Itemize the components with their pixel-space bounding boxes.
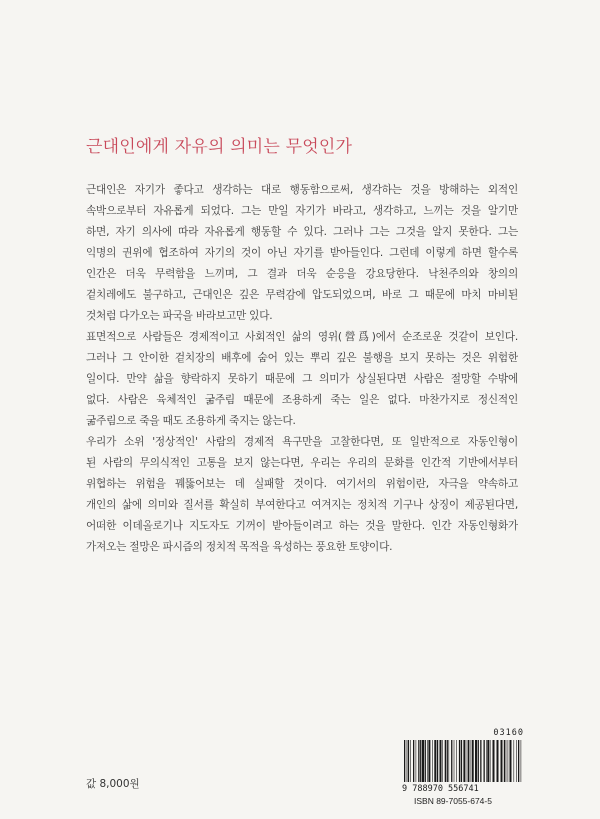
text-line: 표면적으로 사람들은 경제적이고 사회적인 삶의 영위(營爲)에서 순조로운 것같이 보인다.: [86, 331, 518, 343]
barcode-area: [402, 728, 524, 810]
barcode-bar: [416, 740, 417, 782]
paragraph-3: [86, 432, 518, 558]
barcode-bar: [427, 740, 428, 782]
barcode-bar: [478, 740, 479, 782]
paragraph-1: [86, 180, 518, 327]
barcode-bar: [425, 740, 426, 782]
barcode-bar: [467, 740, 468, 782]
barcode-bar: [463, 740, 465, 782]
barcode-number: 9 788970 556741: [402, 784, 479, 794]
text-line: 속박으로부터 자유롭게 되었다. 그는 만일 자기가 바라고, 생각하고, 느끼는 것을 알기만: [86, 205, 518, 217]
barcode-bar: [521, 740, 522, 782]
body-text: [86, 180, 518, 558]
barcode-bar: [454, 740, 455, 782]
text-line: 가져오는 절망은 파시즘의 정치적 목적을 육성하는 풍요한 토양이다.: [86, 541, 393, 553]
barcode-bar: [418, 740, 419, 782]
barcode-bar: [407, 740, 408, 782]
barcode-bar: [404, 740, 405, 782]
text-line: 하면, 자기 의사에 따라 자유롭게 행동할 수 있다. 그러나 그는 그것을 알지 못한다. 그는: [86, 226, 518, 238]
text-line: 것처럼 다가오는 파국을 바라보고만 있다.: [86, 310, 273, 322]
barcode-bar: [518, 740, 519, 782]
text-line: 굶주림으로 죽을 때도 조용하게 죽지는 않는다.: [86, 415, 296, 427]
text-line: 우리가 소위 '정상적인' 사람의 경제적 욕구만을 고찰한다면, 또 일반적으로 자동인형이: [86, 436, 518, 448]
barcode-addon-number: 03160: [493, 728, 524, 738]
barcode-bar: [451, 740, 452, 782]
barcode-bar: [506, 740, 507, 782]
barcode-bar: [422, 740, 424, 782]
barcode-bar: [470, 740, 471, 782]
barcode-bar: [408, 740, 409, 782]
text-line: 위협하는 위험을 꿰뚫어보는 데 실패할 것이다. 여기서의 위험이란, 자극을 약속하고: [86, 478, 518, 490]
barcode-bar: [440, 740, 442, 782]
barcode-bar: [514, 740, 515, 782]
text-line: 근대인은 자기가 좋다고 생각하는 대로 행동함으로써, 생각하는 것을 방해하는 외적인: [86, 184, 518, 196]
barcode-bar: [445, 740, 446, 782]
barcode-bar: [428, 740, 430, 782]
paragraph-2: [86, 327, 518, 432]
text-line: 익명의 권위에 협조하여 자기의 것이 아닌 자기를 받아들인다. 그런데 이렇게 하면 할수록: [86, 247, 518, 259]
cover-heading: 근대인에게 자유의 의미는 무엇인가: [86, 137, 353, 157]
text-line: 겉치레에도 불구하고, 근대인은 깊은 무력감에 압도되었으며, 바로 그 때문에 마치 마비된: [86, 289, 518, 301]
price-label: 값 8,000원: [86, 778, 140, 790]
text-line: 없다. 사람은 육체적인 굶주림 때문에 조용하게 죽는 일은 없다. 마찬가지로 정신적인: [86, 394, 518, 406]
barcode-bar: [497, 740, 499, 782]
barcode-bar: [459, 740, 460, 782]
barcode-bar: [501, 740, 503, 782]
text-line: 개인의 삶에 의미와 질서를 확실히 부여한다고 여겨지는 정치적 기구나 상징이 제공된다면,: [86, 499, 518, 511]
barcode-bar: [493, 740, 495, 782]
barcode-bar: [442, 740, 443, 782]
barcode-bar: [449, 740, 450, 782]
barcode-bar: [434, 740, 436, 782]
barcode-bar: [490, 740, 491, 782]
barcode-bar: [447, 740, 448, 782]
barcode-bar: [487, 740, 489, 782]
barcode-bar: [410, 740, 411, 782]
barcode-bar: [516, 740, 517, 782]
barcode-bar: [480, 740, 481, 782]
barcode-bar: [508, 740, 509, 782]
barcode-bar: [504, 740, 505, 782]
isbn-label: ISBN 89-7055-674-5: [414, 796, 492, 806]
barcode-bar: [484, 740, 485, 782]
barcode-bar: [420, 740, 421, 782]
text-line: 인간은 더욱 무력함을 느끼며, 그 결과 더욱 순응을 강요당한다. 낙천주의와 창의의: [86, 268, 518, 280]
barcode-bar: [432, 740, 433, 782]
barcode-bar: [413, 740, 414, 782]
text-line: 일이다. 만약 삶을 향락하지 못하기 때문에 그 의미가 상실된다면 사람은 절망할 수밖에: [86, 373, 518, 385]
barcode-bar: [468, 740, 469, 782]
barcode-icon: [402, 740, 524, 782]
barcode-bar: [475, 740, 477, 782]
text-line: 그러나 그 안이한 겉치장의 배후에 숨어 있는 뿌리 깊은 불행을 보지 못하는 것은 위험한: [86, 352, 518, 364]
barcode-bar: [437, 740, 438, 782]
barcode-bar: [510, 740, 512, 782]
barcode-bar: [461, 740, 462, 782]
barcode-bar: [456, 740, 457, 782]
text-line: 된 사람의 무의식적인 고통을 보지 않는다면, 우리는 우리의 문화를 인간적 기반에서부터: [86, 457, 518, 469]
barcode-bar: [472, 740, 474, 782]
barcode-bar: [486, 740, 487, 782]
text-line: 어떠한 이데올로기나 지도자도 기꺼이 받아들이려고 하는 것을 말한다. 인간 자동인형화가: [86, 520, 518, 532]
